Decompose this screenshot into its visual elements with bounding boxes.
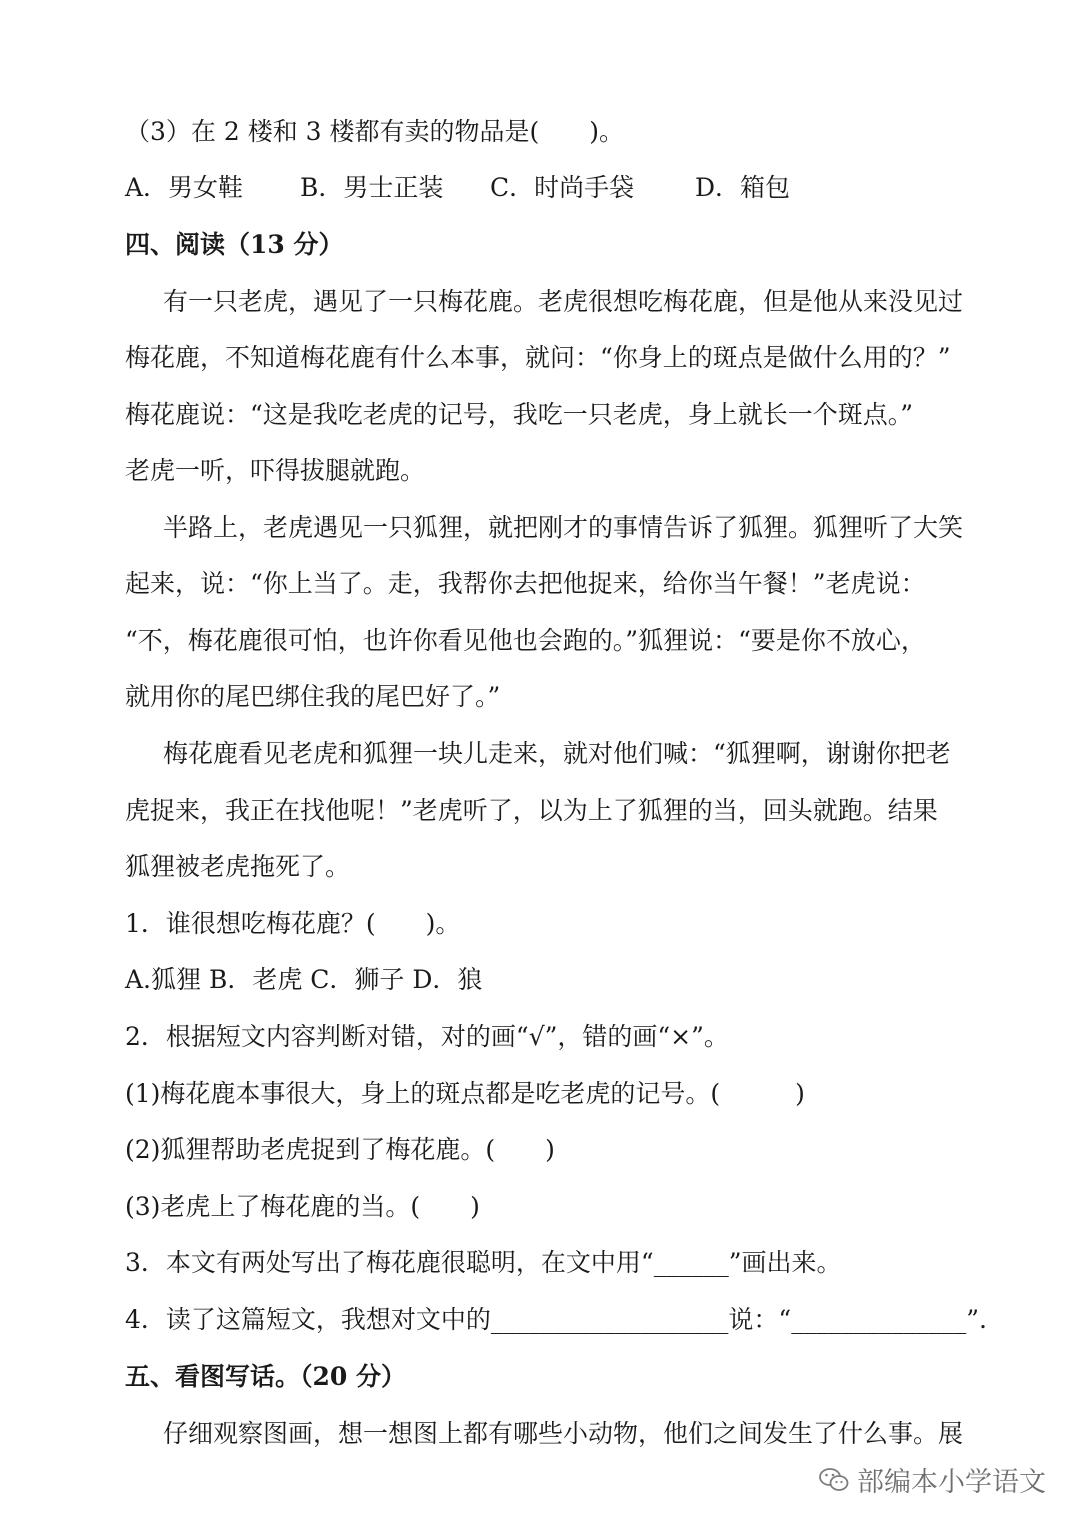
section-5-heading: 五、看图写话。（20 分） bbox=[125, 1362, 406, 1391]
passage-line: 就用你的尾巴绑住我的尾巴好了。” bbox=[125, 682, 501, 711]
passage-line: 老虎一听，吓得拔腿就跑。 bbox=[125, 456, 426, 485]
question-4: 4．读了这篇短文，我想对文中的___________________说：“______________”. bbox=[125, 1305, 987, 1334]
option-a: A．男女鞋 bbox=[125, 173, 244, 202]
passage-line: 狐狸被老虎拖死了。 bbox=[125, 852, 351, 881]
question-2-item-2: (2)狐狸帮助老虎捉到了梅花鹿。( ) bbox=[125, 1135, 555, 1164]
passage-line: 虎捉来，我正在找他呢！”老虎听了，以为上了狐狸的当，回头就跑。结果 bbox=[125, 796, 938, 825]
question-3: 3．本文有两处写出了梅花鹿很聪明，在文中用“______”画出来。 bbox=[125, 1248, 842, 1277]
passage-line: 半路上，老虎遇见一只狐狸，就把刚才的事情告诉了狐狸。狐狸听了大笑 bbox=[163, 513, 964, 542]
wechat-icon bbox=[819, 1467, 849, 1493]
question-2: 2．根据短文内容判断对错，对的画“√”，错的画“×”。 bbox=[125, 1022, 729, 1051]
question-2-item-1: (1)梅花鹿本事很大，身上的斑点都是吃老虎的记号。( ) bbox=[125, 1079, 805, 1108]
question-3-options bbox=[125, 172, 965, 204]
option-d: D．箱包 bbox=[695, 173, 791, 202]
question-3-stem: （3）在 2 楼和 3 楼都有卖的物品是( )。 bbox=[125, 117, 625, 146]
passage-line: “不，梅花鹿很可怕，也许你看见他也会跑的。”狐狸说：“要是你不放心， bbox=[125, 626, 926, 655]
section-5-instruction: 仔细观察图画，想一想图上都有哪些小动物，他们之间发生了什么事。展 bbox=[163, 1419, 964, 1448]
passage-line: 起来，说：“你上当了。走，我帮你去把他捉来，给你当午餐！”老虎说： bbox=[125, 569, 926, 598]
question-2-item-3: (3)老虎上了梅花鹿的当。( ) bbox=[125, 1192, 480, 1221]
passage-line: 梅花鹿看见老虎和狐狸一块儿走来，就对他们喊：“狐狸啊，谢谢你把老 bbox=[163, 739, 951, 768]
section-4-heading: 四、阅读（13 分） bbox=[125, 230, 344, 259]
question-1: 1．谁很想吃梅花鹿？( )。 bbox=[125, 909, 461, 938]
passage-line: 有一只老虎，遇见了一只梅花鹿。老虎很想吃梅花鹿，但是他从来没见过 bbox=[163, 287, 964, 316]
question-1-options: A.狐狸 B．老虎 C．狮子 D．狼 bbox=[125, 965, 483, 994]
option-b: B．男士正装 bbox=[300, 173, 444, 202]
watermark bbox=[819, 1460, 1046, 1499]
option-c: C．时尚手袋 bbox=[490, 173, 635, 202]
watermark-text: 部编本小学语文 bbox=[857, 1467, 1046, 1498]
passage-line: 梅花鹿，不知道梅花鹿有什么本事，就问：“你身上的斑点是做什么用的？” bbox=[125, 343, 951, 372]
passage-line: 梅花鹿说：“这是我吃老虎的记号，我吃一只老虎，身上就长一个斑点。” bbox=[125, 400, 914, 429]
